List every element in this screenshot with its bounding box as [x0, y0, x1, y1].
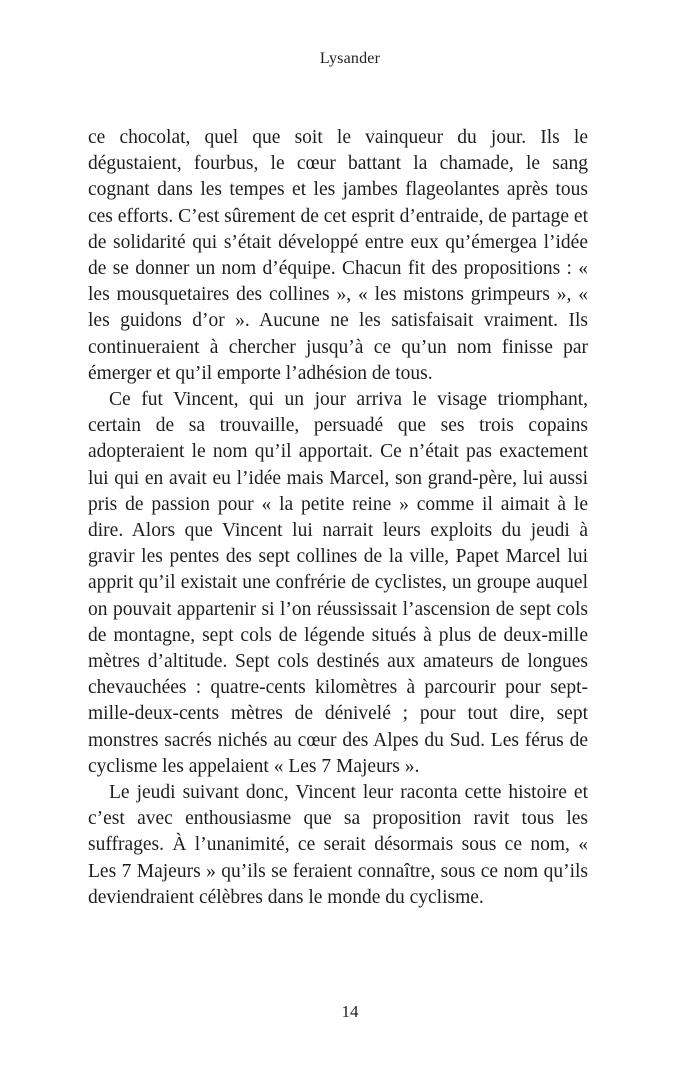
body-text	[88, 125, 588, 911]
page-number: 14	[341, 1002, 359, 1021]
paragraph-vincent-trouvaille: Ce fut Vincent, qui un jour arriva le visage triomphant, certain de sa trouvaille, persuadé que ses trois copains adopteraient le nom qu’il apportait. Ce n’était pas exactement lui qui en avait eu l’idée mais Marcel, son grand-père, lui aussi pris de passion pour « la petite reine » comme il aimait à le dire. Alors que Vincent lui narrait leurs exploits du jeudi à gravir les pentes des sept collines de la ville, Papet Marcel lui apprit qu’il existait une confrérie de cyclistes, un groupe auquel on pouvait appartenir si l’on réussissait l’ascension de sept cols de montagne, sept cols de légende situés à plus de deux-mille mètres d’altitude. Sept cols destinés aux amateurs de longues chevauchées : quatre-cents kilomètres à parcourir pour sept-mille-deux-cents mètres de dénivelé ; pour tout dire, sept monstres sacrés nichés au cœur des Alpes du Sud. Les férus de cyclisme les appelaient « Les 7 Majeurs ».	[88, 389, 588, 777]
paragraph-jeudi-suivant: Le jeudi suivant donc, Vincent leur raconta cette histoire et c’est avec enthousiasme que sa proposition ravit tous les suffrages. À l’unanimité, ce serait désormais sous ce nom, « Les 7 Majeurs » qu’ils se feraient connaître, sous ce nom qu’ils deviendraient célèbres dans le monde du cyclisme.	[88, 782, 588, 908]
paragraph-continued: ce chocolat, quel que soit le vainqueur du jour. Ils le dégustaient, fourbus, le cœur battant la chamade, le sang cognant dans les tempes et les jambes flageolantes après tous ces efforts. C’est sûrement de cet esprit d’entraide, de partage et de solidarité qui s’était développé entre eux qu’émergea l’idée de se donner un nom d’équipe. Chacun fit des propositions : « les mousquetaires des collines », « les mistons grimpeurs », « les guidons d’or ». Aucune ne les satisfaisait vraiment. Ils continueraient à chercher jusqu’à ce qu’un nom finisse par émerger et qu’il emporte l’adhésion de tous.	[88, 127, 588, 384]
running-head-title: Lysander	[319, 50, 381, 67]
